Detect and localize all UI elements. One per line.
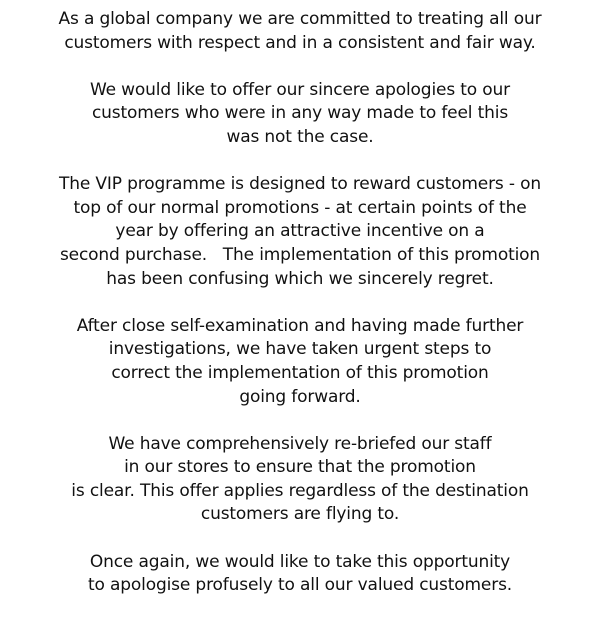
text-line: going forward. <box>239 386 361 407</box>
text-line: customers with respect and in a consistent and fair way. <box>64 32 536 53</box>
text-line: top of our normal promotions - at certain points of the <box>73 197 527 218</box>
text-line: year by offering an attractive incentive on a <box>115 221 485 242</box>
text-line: customers who were in any way made to feel this <box>91 103 509 124</box>
text-line: investigations, we have taken urgent steps to <box>108 339 492 360</box>
text-line: As a global company we are committed to treating all our <box>58 9 542 29</box>
text-line: customers are flying to. <box>200 504 400 525</box>
paragraph-closing <box>0 551 600 598</box>
text-line: We have comprehensively re-briefed our staff <box>108 433 492 454</box>
paragraph-investigation <box>0 315 600 409</box>
apology-statement <box>0 8 600 621</box>
text-line: is clear. This offer applies regardless of the destination <box>71 480 529 501</box>
paragraph-vip-programme <box>0 173 600 291</box>
text-line: second purchase. The implementation of this promotion <box>59 244 541 265</box>
text-line: to apologise profusely to all our valued customers. <box>87 575 513 596</box>
paragraph-commitment <box>0 8 600 55</box>
text-line: After close self-examination and having made further <box>76 315 524 336</box>
text-line: Once again, we would like to take this opportunity <box>89 551 511 572</box>
text-line: correct the implementation of this promotion <box>111 362 489 383</box>
text-line: was not the case. <box>226 126 374 147</box>
text-line: We would like to offer our sincere apologies to our <box>89 79 511 100</box>
text-line: The VIP programme is designed to reward customers - on <box>58 174 542 195</box>
paragraph-staff-briefing <box>0 433 600 527</box>
text-line: has been confusing which we sincerely regret. <box>106 268 494 289</box>
paragraph-apology <box>0 79 600 150</box>
text-line: in our stores to ensure that the promotion <box>124 457 476 478</box>
